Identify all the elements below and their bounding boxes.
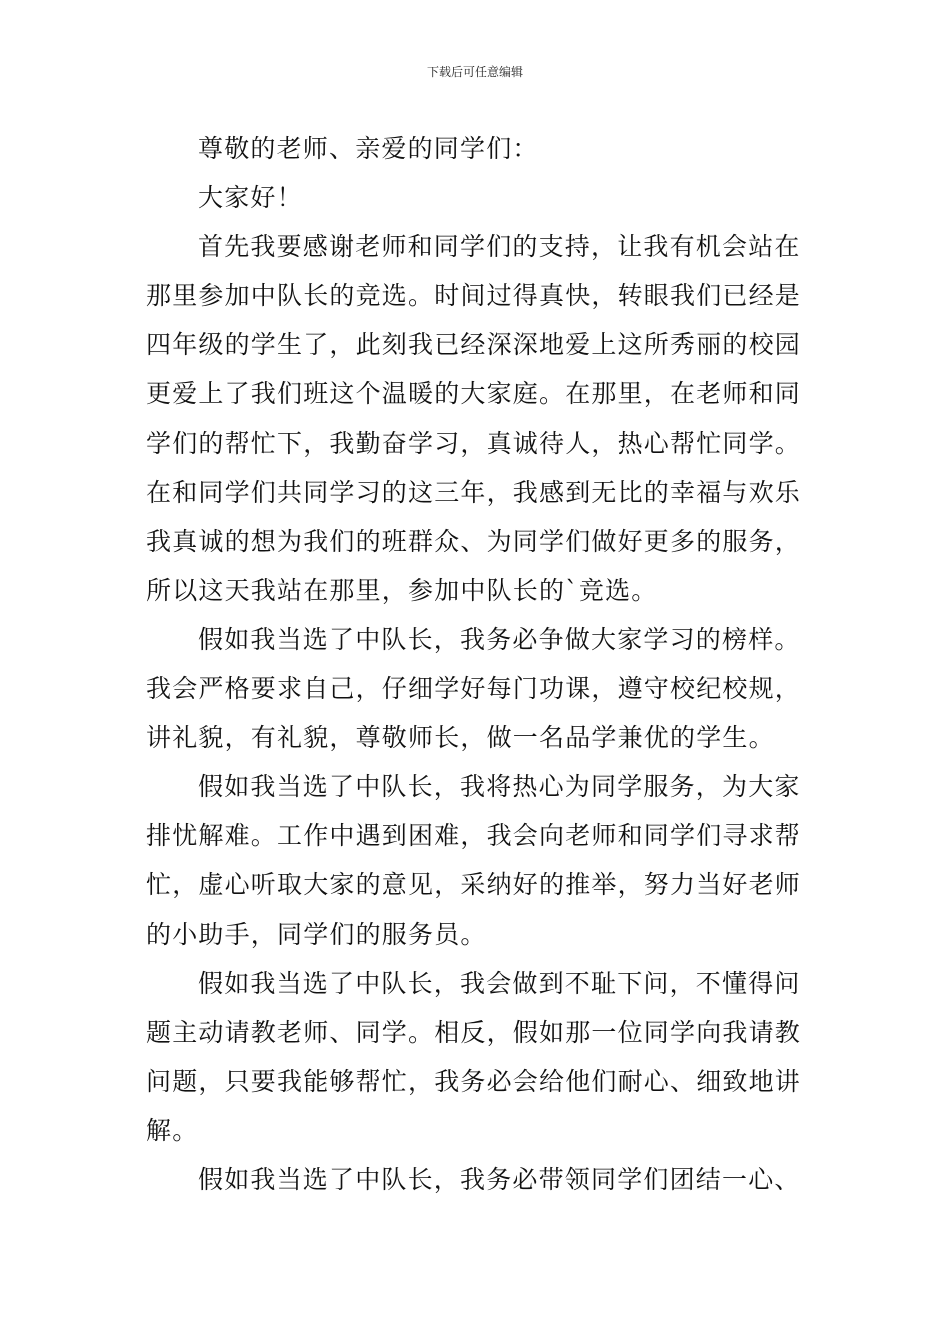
text-line: 我会严格要求自己，仔细学好每门功课，遵守校纪校规， xyxy=(146,674,802,704)
text-line: 我真诚的想为我们的班群众、为同学们做好更多的服务， xyxy=(146,526,802,556)
document-body xyxy=(146,124,812,1204)
text-line: 问题，只要我能够帮忙，我务必会给他们耐心、细致地讲 xyxy=(146,1066,802,1096)
text-line: 解。 xyxy=(146,1115,199,1145)
text-line: 排忧解难。工作中遇到困难，我会向老师和同学们寻求帮 xyxy=(146,821,802,851)
text-line: 讲礼貌，有礼貌，尊敬师长，做一名品学兼优的学生。 xyxy=(146,723,775,753)
text-line: 更爱上了我们班这个温暖的大家庭。在那里，在老师和同 xyxy=(146,379,802,409)
text-line: 在和同学们共同学习的这三年，我感到无比的幸福与欢乐 xyxy=(146,477,802,507)
text-line: 尊敬的老师、亲爱的同学们： xyxy=(198,134,539,163)
text-line: 四年级的学生了，此刻我已经深深地爱上这所秀丽的校园 xyxy=(146,330,802,360)
page-header: 下载后可任意编辑 xyxy=(426,65,523,79)
text-line: 假如我当选了中队长，我会做到不耻下问，不懂得问 xyxy=(198,968,801,998)
text-line: 忙，虚心听取大家的意见，采纳好的推举，努力当好老师 xyxy=(146,870,802,900)
text-line: 所以这天我站在那里，参加中队长的`竞选。 xyxy=(146,575,658,605)
text-line: 首先我要感谢老师和同学们的支持，让我有机会站在 xyxy=(198,232,801,262)
text-line: 假如我当选了中队长，我务必带领同学们团结一心、 xyxy=(198,1164,801,1194)
text-line: 学们的帮忙下，我勤奋学习，真诚待人，热心帮忙同学。 xyxy=(146,428,802,458)
text-line: 假如我当选了中队长，我务必争做大家学习的榜样。 xyxy=(198,624,801,654)
text-line: 那里参加中队长的竞选。时间过得真快，转眼我们已经是 xyxy=(146,281,802,311)
text-line: 大家好！ xyxy=(198,183,303,213)
text-line: 假如我当选了中队长，我将热心为同学服务，为大家 xyxy=(198,772,801,802)
text-line: 题主动请教老师、同学。相反，假如那一位同学向我请教 xyxy=(146,1017,802,1047)
text-line: 的小助手，同学们的服务员。 xyxy=(146,919,487,949)
